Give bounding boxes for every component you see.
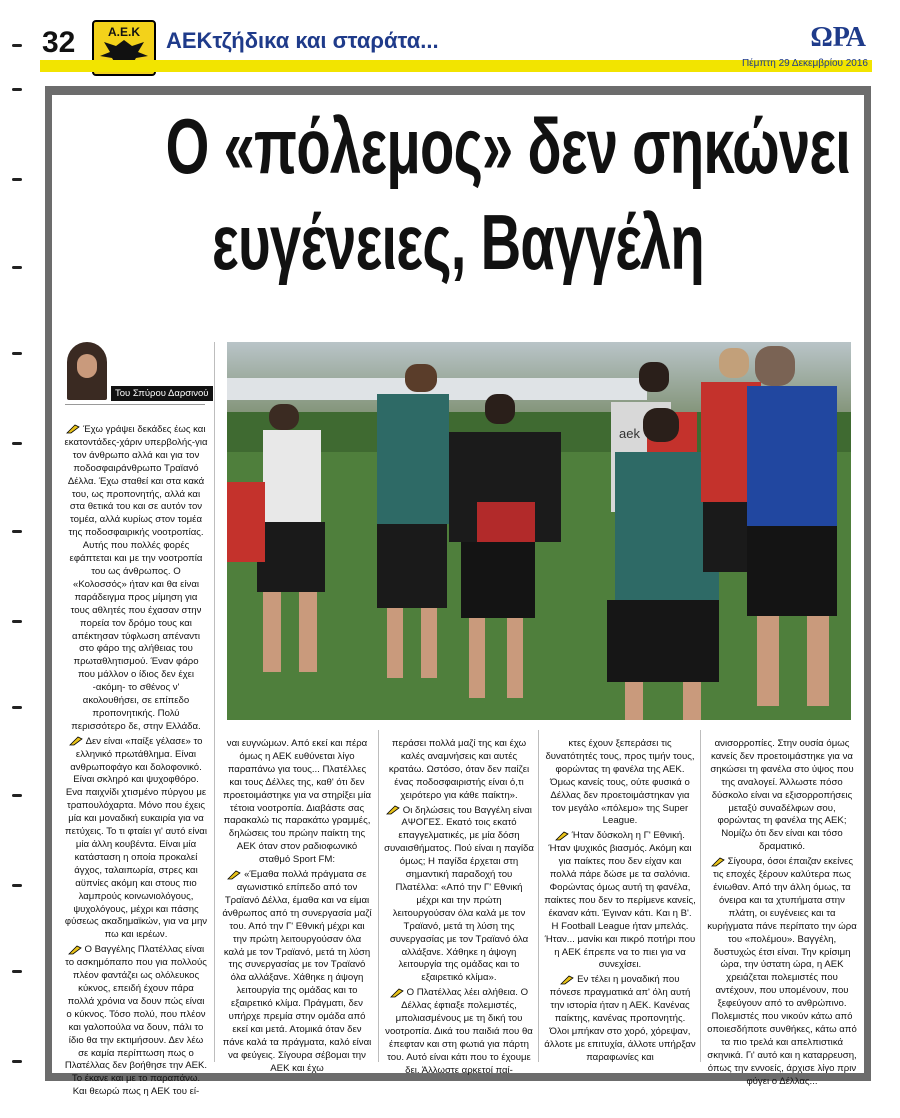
binder-mark [12,178,22,181]
paragraph-text: Δεν είναι «παίξε γέλασε» το ελληνικό πρωτάθλημα. Είναι ανθρωποφάγο και δολοφονικό. Είναι σκληρό και ψυχοφθόρο. Ενα παιχνίδι χτισμένο πύργου με τραπουλόχαρτα. Μόνο που έχεις μία και μοναδική ευκαιρία για να πετύχεις. Το τι φταίει γι' αυτό είναι μία άλλη κουβέντα. Είναι μία κατάσταση η οποία προκαλεί άγχος, ταλαιπωρία, στρες και αϋπνίες ακόμη και στους πιο λαμπρούς κοινωνιολόγους, ψυχολόγους, μέχρι και πάσης φύσεως ακαδημαϊκών, για να μην πω και ιερέων. [64,735,208,941]
paragraph-text: ανισορροπίες. Στην ουσία όμως κανείς δεν προετοιμάστηκε για να σηκώσει τη φανέλα στο ύψος που της αναλογεί. Άλλωστε πόσο δύσκολο είναι να εξισορροπήσεις μεταξύ συναδέλφων σου, φορώντας τη φανέλα της ΑΕΚ; Νομίζω ότι δεν είναι και τόσο δραματικό. [710,738,854,853]
column-divider [538,730,539,1062]
paragraph [384,987,534,1077]
pen-icon [227,870,241,880]
page-number: 32 [42,26,76,59]
paragraph [64,424,208,734]
headline-line-1: Ο «πόλεμος» δεν σηκώνει [165,102,851,190]
paragraph [544,974,696,1064]
binder-mark [12,88,22,91]
pen-icon [68,945,82,955]
paragraph [64,944,208,1099]
article-column-3 [384,738,534,1080]
binder-mark [12,884,22,887]
jersey-text: aek [619,426,640,441]
column-divider [700,730,701,1062]
section-title: ΑΕΚτζήδικα και σταράτα... [166,28,439,53]
paragraph-text: «Έμαθα πολλά πράγματα σε αγωνιστικό επίπεδο από τον Τραϊανό Δέλλα, έμαθα και να είμαι άνθρωπος από τη συνεργασία μαζί του. Από την Γ' Εθνική μέχρι και την πρώτη λειτουργούσαν όλα καλά με τον Τραϊανό, μετά τη λύση της συνεργασίας με τον Τραϊανό όλα αλλάξανε. Χάθηκε η άψογη λειτουργία της ομάδας και το εξαιρετικό κλίμα. Πράγματι, δεν υπήρχε πρεμία στην ομάδα από εκεί και μετά. Ατομικά όταν δεν πάνε καλά τα πράγματα, καλό είναι να φεύγεις. Σίγουρα σέβομαι την ΑΕΚ και έχω [222,869,372,1074]
headline [165,98,851,290]
binder-mark [12,44,22,47]
binder-mark [12,530,22,533]
paragraph-text: Ήταν δύσκολη η Γ' Εθνική. Ήταν ψυχικός βιασμός. Ακόμη και για παίκτες που δεν είχαν και πολλά πάρε δώσε με τα σαλόνια. Φορώντας όμως αυτή τη φανέλα, παίκτες που δεν το περίμενε κανείς, έκαναν κάτι. Έγιναν κάτι. Και η Β'. Η Football League ήταν μπελάς. Ήταν... μανίκι και πικρό ποτήρι που η ΑΕΚ έπρεπε να το πιει για να συνεχίσει. [544,830,696,971]
paragraph-text: Έχω γράψει δεκάδες έως και εκατοντάδες-χάριν υπερβολής-για τον άνθρωπο αλλά και για τον ποδοσφαιράνθρωπο Τραϊανό Δέλλα. Έχω σταθεί και στα κακά του, ως προπονητής, αλλά και στα θετικά του και σε αυτόν τον τομέα, αλλά κυρίως στον τομέα της ποδοσφαιρικής νοοτροπίας. Αυτής που πολλές φορές εφάπτεται και με την νοοτροπία του ως άνθρωπος. Ο «Κολοσσός» ήταν και θα είναι παράδειγμα προς μίμηση για τους αθλητές που έχασαν στην πορεία τον δρόμο τους και απέκτησαν τύφλωση απέναντι στο φάρο της αλήθειας του πρωταθλητισμού. Έναν φάρο που μάλλον ο ίδιος δεν έχει -ακόμη- το σθένος ν' ακολουθήσει, σε επίπεδο προπονητικής. Πολύ περισσότερο δε, στην Ελλάδα. [64,424,208,732]
binder-mark [12,1060,22,1063]
binder-mark [12,794,22,797]
pen-icon [711,857,725,867]
author-byline [65,342,209,405]
binder-mark [12,706,22,709]
paragraph-text: Ο Βαγγέλης Πλατέλλας είναι το ασκημόπαπο που για πολλούς πλέον φαντάζει ως ολόλευκος κύκνος, επειδή έχουν πάρα πολλά χρόνια να δουν πώς είναι ο κύκνος. Τόσο πολύ, που πλέον και γαλοπούλα να δουν, πάλι το ίδιο θα την εκτιμήσουν. Δεν λέω σε καμία περίπτωση πως ο Πλατέλλας δεν βοήθησε την ΑΕΚ. Το έκανε και με το παραπάνω. Και θεωρώ πως η ΑΕΚ του εί- [64,944,208,1098]
pen-icon [386,805,400,815]
logo-text: Α.Ε.Κ [107,25,140,39]
paragraph-text: Οι δηλώσεις του Βαγγέλη είναι ΑΨΟΓΕΣ. Εκατό τοις εκατό επαγγελματικές, με μία δόση συναισθήματος. Πού είναι η παγίδα όμως; Η παγίδα έρχεται στη σημαντική παραδοχή του Πλατέλλα: «Από την Γ' Εθνική μέχρι και την πρώτη λειτουργούσαν όλα καλά με τον Τραϊανό, μετά τη λύση της συνεργασίας με τον Τραϊανό όλα αλλάξανε. Χάθηκε η άψογη λειτουργία της ομάδας και το εξαιρετικό κλίμα». [384,804,534,984]
article-column-2 [222,738,372,1078]
paragraph [706,738,858,854]
training-photo [227,342,851,720]
newspaper-brand: ΩΡΑ [810,22,866,53]
avatar-face [77,354,97,378]
article-column-1 [64,424,208,1101]
article-column-5 [706,738,858,1090]
paragraph-text: Σίγουρα, όσοι έπαιζαν εκείνες τις εποχές ξέρουν καλύτερα πως ένιωθαν. Από την άλλη όμως, τα όνειρα και τα χτυπήματα στην πλάτη, οι ευγένειες και τα κυρήγματα πάνε περίπατο την ώρα του «πολέμου». Βαγγέλη, δυστυχώς έτσι είναι. Την κρίσιμη ώρα, την ύστατη ώρα, η ΑΕΚ χρειάζεται πολεμιστές που αντέχουν, που υπομένουν, που ξεφεύγουν από το ανθρώπινο. Πολεμιστές που νικούν κάτω από οποιεσδήποτε συνθήκες, κάτω από τα πιο τρελά και απελπιστικά σκηνικά. Γι' αυτό και η καταρρευση, όπως την εννοείς, άρχισε λίγο πριν φύγει ο Δέλλας... [707,856,857,1087]
binder-mark [12,620,22,623]
paragraph [222,738,372,867]
headline-line-2: ευγένειες, Βαγγέλη [212,198,704,286]
paragraph [544,738,696,828]
binder-mark [12,266,22,269]
paragraph-text: περάσει πολλά μαζί της και έχω καλές αναμνήσεις και αυτές κρατάω. Ωστόσο, όταν δεν παίζει ένας ποδοσφαιριστής είναι ό,τι χειρότερο για κάθε παίκτη». [388,738,530,801]
pen-icon [66,424,80,434]
column-divider [378,730,379,1062]
column-divider [214,342,215,1062]
paragraph-text: ναι ευγνώμων. Από εκεί και πέρα όμως η ΑΕΚ ευθύνεται λίγο παραπάνω για τους... Πλατέλλες και τους Δέλλες της, καθ' ότι δεν προετοιμάστηκε για να στηρίξει μία τέτοια νοοτροπία. Διαβάστε σας παρακαλώ τις παρακάτω γραμμές, δηλώσεις του πρώην παίκτη της ΑΕΚ όταν στον ραδιοφωνικό σταθμό Sport FM: [222,738,372,866]
pen-icon [560,975,574,985]
author-name: Του Σπύρου Δαρσινού [111,386,213,401]
binder-mark [12,442,22,445]
paragraph [222,869,372,1076]
pen-icon [555,831,569,841]
binder-mark [12,970,22,973]
paragraph [384,738,534,803]
pen-icon [69,736,83,746]
paragraph-text: Ο Πλατέλλας λέει αλήθεια. Ο Δέλλας έφτιαξε πολεμιστές, μπολιασμένους με τη δική του νοοτροπία. Δικά του παιδιά που θα έπεφταν και στη φωτιά για πάρτη του. Αυτό είναι κάτι που το έχουμε δει. Άλλωστε αρκετοί παί- [385,987,533,1076]
photo-illustration [227,342,851,720]
pen-icon [390,988,404,998]
author-avatar [67,342,107,400]
paragraph [706,856,858,1088]
binder-mark [12,352,22,355]
issue-date: Πέμπτη 29 Δεκεμβρίου 2016 [741,58,868,69]
paragraph [544,830,696,972]
paragraph-text: Εν τέλει η μοναδική που πόνεσε πραγματικά απ' όλη αυτή την ιστορία ήταν η ΑΕΚ. Κανένας παίκτης, κανένας προπονητής. Όλοι μπήκαν στο χορό, χόρεψαν, άλλοτε με επιτυχία, άλλοτε υπήρξαν παραφωνίες και [544,974,696,1063]
paragraph [64,736,208,943]
article-column-4 [544,738,696,1067]
paragraph [384,805,534,986]
paragraph-text: κτες έχουν ξεπεράσει τις δυνατότητές τους, προς τιμήν τους, φορώντας τη φανέλα της ΑΕΚ. Όμως κανείς τους, ούτε φυσικά ο Δέλλας δεν προετοιμάστηκαν για τον μεγάλο «πόλεμο» της Super League. [545,738,695,827]
